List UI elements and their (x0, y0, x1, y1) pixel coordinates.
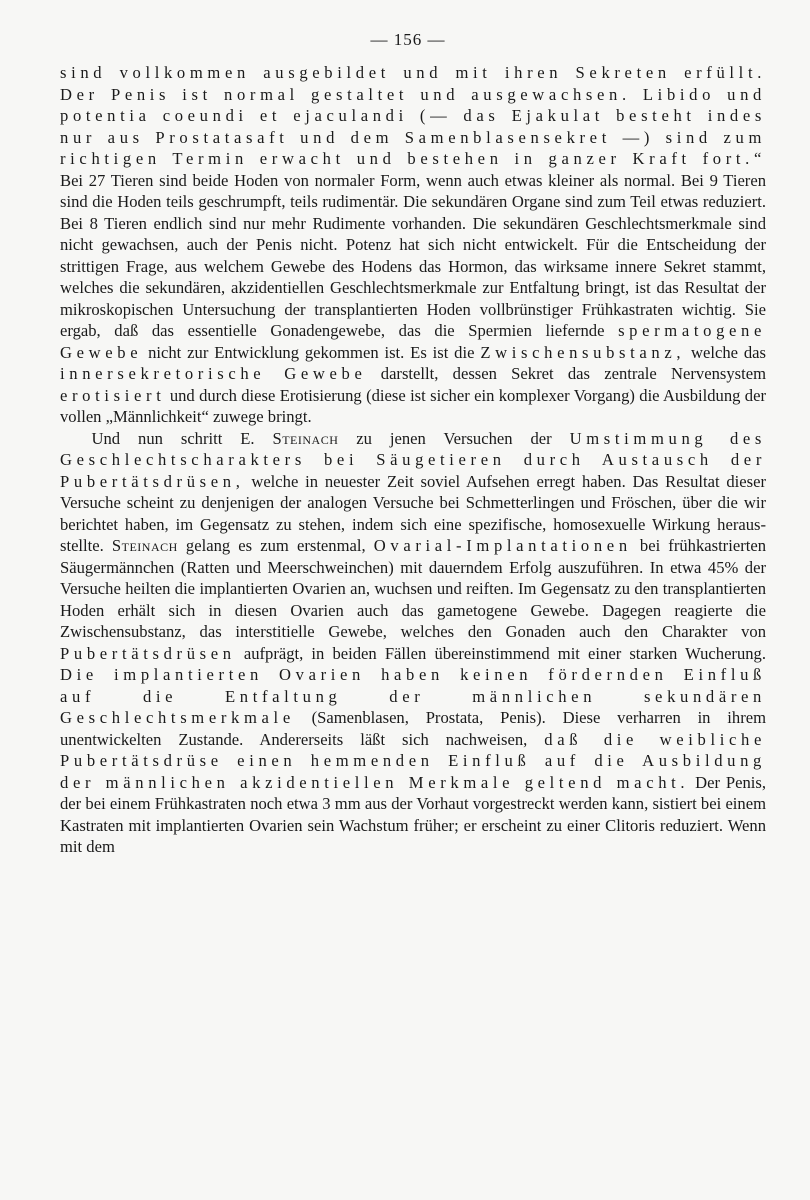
spaced-emphasis-text: Zwischensubstanz, (480, 342, 686, 362)
spaced-emphasis-text: Umstimmung des Geschlechtscharakters bei Säugetieren durch Austausch der Pubertätsdrüsen, (60, 428, 767, 491)
text-segment: Der Penis, der bei einem Frühkastraten noch etwa 3 mm aus der Vorhaut vorgestreckt werden kann, sistiert bei einem Kastraten mit implantierten Ovarien sein Wachstum früher; er erscheint zu einer Clitoris reduziert. Wenn mit dem (60, 772, 766, 856)
text-segment: darstellt, dessen Sekret das zentrale Nervensystem (366, 364, 766, 383)
paragraph (60, 62, 766, 428)
text-segment: welche das (685, 342, 766, 362)
text-segment: aufprägt, in beiden Fällen übereinstimmend mit einer starken Wucherung. (235, 643, 766, 663)
body-text (60, 62, 766, 858)
spaced-emphasis-text: Pubertätsdrüsen (60, 643, 236, 663)
text-segment: (Samenblasen, Prostata, Penis). Diese verharren in ihrem unentwickelten Zustande. Andererseits läßt sich nachweisen, (60, 708, 766, 749)
spaced-emphasis-text: spermatogene Gewebe (60, 321, 766, 362)
text-segment: gelang es zum erstenmal, (177, 536, 374, 555)
text-segment: welche in neuester Zeit soviel Aufsehen erregt haben. Das Resultat dieser Versuche scheint zu denjenigen der analogen Versuche bei Schmetterlingen und Fröschen, über die wir berichtet haben, im Gegensatz zu stehen, indem sich eine spezifische, homosexuelle Wirkung herausstellte. (60, 471, 766, 555)
text-segment: bei frühkastrierten Säugermännchen (Ratten und Meerschweinchen) mit dauerndem Erfolg auszuführen. In etwa 45% der Versuche heilten die implantierten Ovarien an, wuchsen und reiften. Im Gegensatz zu den transplantierten Hoden erhält sich in diesen Ovarien auch das gametogene Gewebe. Dagegen reagierte die Zwischensubstanz, das interstitielle Gewebe, welches den Gonaden auch den Charakter von (60, 536, 766, 641)
paragraph (60, 428, 766, 858)
author-name: Steinach (111, 536, 178, 555)
spaced-emphasis-text: erotisiert (60, 385, 166, 405)
spaced-emphasis-text: Die implantierten Ovarien haben keinen fördernden Einfluß auf die Entfaltung der männlichen sekundären Geschlechtsmerkmale (60, 665, 766, 727)
page-number: — 156 — (370, 30, 446, 49)
text-segment: nicht zur Entwicklung gekommen ist. Es ist die (142, 342, 481, 362)
text-segment: zu jenen Versuchen der (338, 428, 570, 448)
text-segment: Und nun schritt E. (91, 428, 273, 448)
spaced-emphasis-text: sind vollkommen ausgebildet und mit ihren Sekreten erfüllt. Der Penis ist normal gestaltet und ausgewachsen. Libido und potentia coeundi et ejaculandi (— das Ejakulat besteht indes nur aus Prostatasaft und dem Samenblasensekret —) sind zum richtigen Termin erwacht und bestehen in ganzer Kraft fort.“ (60, 63, 766, 168)
text-segment: und durch diese Erotisierung (diese ist sicher ein komplexer Vorgang) die Ausbildung der vollen „Männlichkeit“ zuwege bringt. (60, 385, 766, 426)
spaced-emphasis-text: innersekretorische Gewebe (60, 364, 367, 383)
text-segment: Bei 27 Tieren sind beide Hoden von normaler Form, wenn auch etwas kleiner als normal. Bei 9 Tieren sind die Hoden teils geschrumpft, teils rudimentär. Die sekundären Organe sind zum Teil etwas reduziert. Bei 8 Tieren endlich sind nur mehr Rudimente vorhanden. Die sekundären Geschlechtsmerkmale sind nicht gewachsen, auch der Penis nicht. Potenz hat sich nicht entwickelt. Für die Entscheidung der strittigen Frage, aus welchem Gewebe des Hodens das Hormon, das wirksame innere Sekret stammt, welches die sekundären, akzidentiellen Geschlechtsmerkmale zur Entfaltung bringt, ist das Resultat der mikroskopischen Untersuchung der transplantierten Hoden vollbrünstiger Frühkastraten wichtig. Sie ergab, daß das essentielle Gonadengewebe, das die Spermien liefernde (60, 170, 766, 340)
author-name: Steinach (272, 428, 339, 448)
spaced-emphasis-text: daß die weibliche Pubertätsdrüse einen hemmenden Einfluß auf die Ausbildung der männlichen akzidentiellen Merkmale geltend macht. (60, 729, 766, 792)
spaced-emphasis-text: Ovarial-Implantationen (373, 536, 632, 555)
